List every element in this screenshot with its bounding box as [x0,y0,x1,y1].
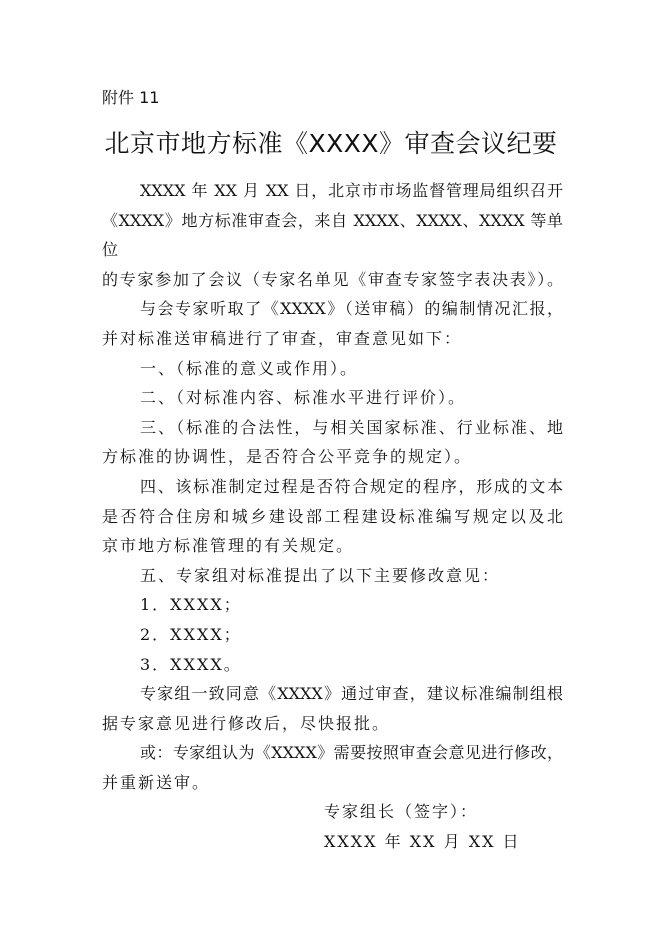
body-line: 据专家意见进行修改后，尽快报批。 [102,713,391,733]
body-line: 与会专家听取了《XXXX》（送审稿）的编制情况汇报， [140,299,563,319]
document-title: 北京市地方标准《XXXX》审查会议纪要 [104,129,558,158]
body-line: 的专家参加了会议（专家名单见《审查专家签字表决表》）。 [102,269,563,289]
signature-date: XXXX 年 XX 月 XX 日 [324,832,521,852]
document-body [102,176,563,857]
body-line: 并对标准送审稿进行了审查，审查意见如下： [102,328,463,348]
body-line: 二、（对标准内容、标准水平进行评价）。 [140,388,467,408]
body-line: 一、（标准的意义或作用）。 [140,358,359,378]
body-line: XXXX 年 XX 月 XX 日，北京市市场监督管理局组织召开 [140,181,563,200]
body-line: 2．XXXX； [140,624,242,644]
body-line: 3．XXXX。 [140,654,242,674]
body-line: 京市地方标准管理的有关规定。 [102,536,355,556]
body-line: 并重新送审。 [102,772,211,792]
body-line: 是否符合住房和城乡建设部工程建设标准编写规定以及北 [102,506,563,526]
body-line: 《XXXX》地方标准审查会，来自 XXXX、XXXX、XXXX 等单位 [102,210,563,260]
body-line: 五、专家组对标准提出了以下主要修改意见： [140,565,501,585]
body-line: 专家组一致同意《XXXX》通过审查，建议标准编制组根 [140,684,563,704]
body-line: 或：专家组认为《XXXX》需要按照审查会意见进行修改， [140,743,563,763]
attachment-label: 附件 11 [102,88,160,107]
body-line: 四、该标准制定过程是否符合规定的程序，形成的文本 [140,476,563,496]
body-line: 三、（标准的合法性，与相关国家标准、行业标准、地 [140,417,563,437]
body-line: 方标准的协调性，是否符合公平竞争的规定）。 [102,447,473,467]
signature-label: 专家组长（签字）： [324,802,479,822]
body-line: 1．XXXX； [140,595,242,615]
